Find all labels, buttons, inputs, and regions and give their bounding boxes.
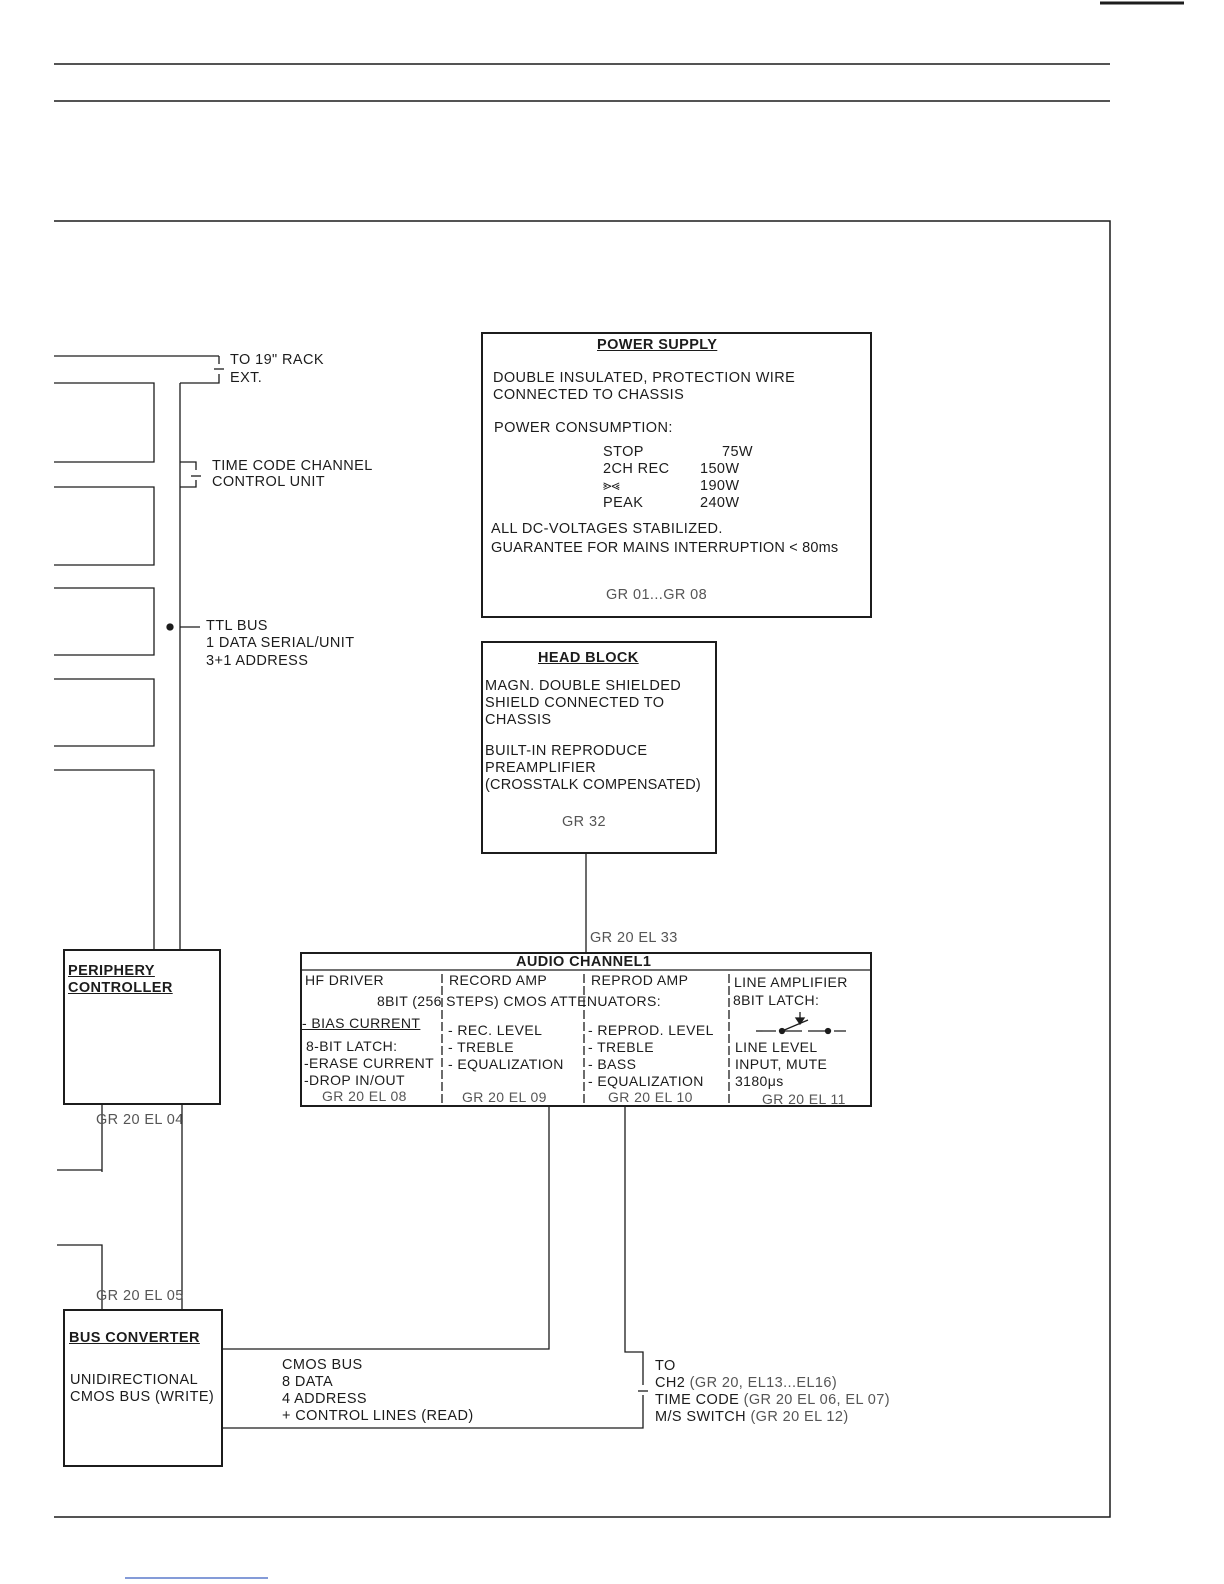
cmos-bus-label-3: 4 ADDRESS — [282, 1391, 367, 1407]
head-preamp-3: (CROSSTALK COMPENSATED) — [485, 777, 701, 793]
to-line-ch2 — [655, 1375, 837, 1392]
audio-col-reprod-amp: REPROD AMP — [591, 972, 689, 988]
left-unit-1 — [54, 383, 154, 462]
power-mode-peak: PEAK — [603, 495, 644, 511]
hf-erase-current: -ERASE CURRENT — [304, 1055, 435, 1071]
ttl-bus-label-3: 3+1 ADDRESS — [206, 653, 309, 669]
rack-label-1: TO 19" RACK — [230, 352, 324, 368]
cmos-bus-write-line — [222, 1106, 549, 1349]
power-consumption-heading: POWER CONSUMPTION: — [494, 420, 673, 436]
to-ch2-ref: (GR 20, EL13...EL16) — [689, 1375, 838, 1391]
timecode-label-2: CONTROL UNIT — [212, 474, 326, 490]
to-line-timecode — [655, 1392, 890, 1409]
power-watts-stop: 75W — [722, 444, 754, 460]
rack-label-2: EXT. — [230, 370, 263, 386]
power-note-2: GUARANTEE FOR MAINS INTERRUPTION < 80ms — [491, 540, 839, 556]
diagram-frame — [54, 221, 1110, 1517]
cmos-bus-label-2: 8 DATA — [282, 1374, 334, 1390]
periphery-title-2: CONTROLLER — [68, 980, 173, 996]
audio-latch: 8BIT LATCH: — [733, 992, 820, 1008]
head-shield-2: SHIELD CONNECTED TO — [485, 695, 665, 711]
reprod-equalization: - EQUALIZATION — [588, 1073, 704, 1089]
audio-ref-reprod: GR 20 EL 10 — [608, 1089, 693, 1105]
head-preamp-1: BUILT-IN REPRODUCE — [485, 743, 648, 759]
audio-ref-line: GR 20 EL 11 — [762, 1091, 846, 1107]
audio-to-connector-line — [625, 1106, 643, 1385]
timecode-connector-top — [180, 462, 196, 470]
power-insulation-2: CONNECTED TO CHASSIS — [493, 387, 685, 403]
reprod-level: - REPROD. LEVEL — [588, 1022, 714, 1038]
power-watts-wind: 190W — [700, 478, 740, 494]
reprod-treble: - TREBLE — [588, 1039, 654, 1055]
line-time-constant: 3180μs — [735, 1073, 784, 1089]
to-timecode-ref: (GR 20 EL 06, EL 07) — [743, 1392, 890, 1408]
rec-treble: - TREBLE — [448, 1039, 514, 1055]
converter-ref: GR 20 EL 05 — [96, 1288, 184, 1304]
audio-col-line-amp: LINE AMPLIFIER — [734, 974, 848, 990]
switch-dot-left — [780, 1029, 785, 1034]
converter-title: BUS CONVERTER — [69, 1330, 200, 1346]
periphery-ref: GR 20 EL 04 — [96, 1112, 184, 1128]
audio-ref-record: GR 20 EL 09 — [462, 1089, 547, 1105]
to-timecode-name: TIME CODE — [655, 1392, 740, 1408]
head-block-title: HEAD BLOCK — [538, 650, 639, 666]
reprod-bass: - BASS — [588, 1056, 637, 1072]
left-unit-4 — [54, 679, 154, 746]
to-label: TO — [655, 1358, 676, 1374]
hf-8bit-latch: 8-BIT LATCH: — [306, 1038, 398, 1054]
to-line-ms-switch — [655, 1409, 849, 1426]
switch-dot-right — [826, 1029, 831, 1034]
to-ms-switch-name: M/S SWITCH — [655, 1409, 746, 1425]
head-shield-3: CHASSIS — [485, 712, 552, 728]
switch-blade — [782, 1020, 808, 1031]
power-mode-stop: STOP — [603, 444, 644, 460]
ttl-bus-label-1: TTL BUS — [206, 618, 268, 634]
rec-level: - REC. LEVEL — [448, 1022, 543, 1038]
power-watts-peak: 240W — [700, 495, 740, 511]
power-ref: GR 01...GR 08 — [606, 587, 708, 603]
hf-drop-in-out: -DROP IN/OUT — [304, 1072, 405, 1088]
hf-bias-current: - BIAS CURRENT — [302, 1015, 421, 1031]
audio-ref-hf: GR 20 EL 08 — [322, 1088, 407, 1104]
power-watts-2ch-rec: 150W — [700, 461, 740, 477]
power-mode-2ch-rec: 2CH REC — [603, 461, 670, 477]
power-mode-wind: ⪢⪡ — [603, 478, 621, 494]
switch-arrow-head — [796, 1018, 804, 1024]
timecode-connector-bottom — [180, 480, 196, 487]
converter-desc-2: CMOS BUS (WRITE) — [70, 1389, 215, 1405]
head-link-ref: GR 20 EL 33 — [590, 930, 678, 946]
left-unit-5 — [54, 770, 154, 950]
audio-col-record-amp: RECORD AMP — [449, 972, 548, 988]
power-insulation-1: DOUBLE INSULATED, PROTECTION WIRE — [493, 370, 796, 386]
left-unit-2 — [54, 487, 154, 565]
audio-col-hf-driver: HF DRIVER — [305, 972, 385, 988]
ttl-bus-label-2: 1 DATA SERIAL/UNIT — [206, 635, 355, 651]
power-note-1: ALL DC-VOLTAGES STABILIZED. — [491, 521, 723, 537]
timecode-label-1: TIME CODE CHANNEL — [212, 458, 373, 474]
head-preamp-2: PREAMPLIFIER — [485, 760, 597, 776]
cmos-bus-label-1: CMOS BUS — [282, 1357, 363, 1373]
to-ms-switch-ref: (GR 20 EL 12) — [750, 1409, 849, 1425]
ttl-bus-dot — [167, 624, 173, 630]
line-input-mute: INPUT, MUTE — [735, 1056, 828, 1072]
power-supply-title: POWER SUPPLY — [597, 337, 718, 353]
periphery-title-1: PERIPHERY — [68, 963, 155, 979]
audio-channel-title: AUDIO CHANNEL1 — [516, 954, 652, 970]
rec-equalization: - EQUALIZATION — [448, 1056, 564, 1072]
head-shield-1: MAGN. DOUBLE SHIELDED — [485, 678, 682, 694]
head-ref: GR 32 — [562, 814, 606, 830]
line-level: LINE LEVEL — [735, 1039, 818, 1055]
left-unit-3 — [54, 588, 154, 655]
audio-attenuators: 8BIT (256 STEPS) CMOS ATTENUATORS: — [377, 993, 662, 1009]
converter-desc-1: UNIDIRECTIONAL — [70, 1372, 199, 1388]
rack-connector — [180, 374, 219, 383]
cmos-bus-label-4: + CONTROL LINES (READ) — [282, 1408, 474, 1424]
to-ch2-name: CH2 — [655, 1375, 686, 1391]
